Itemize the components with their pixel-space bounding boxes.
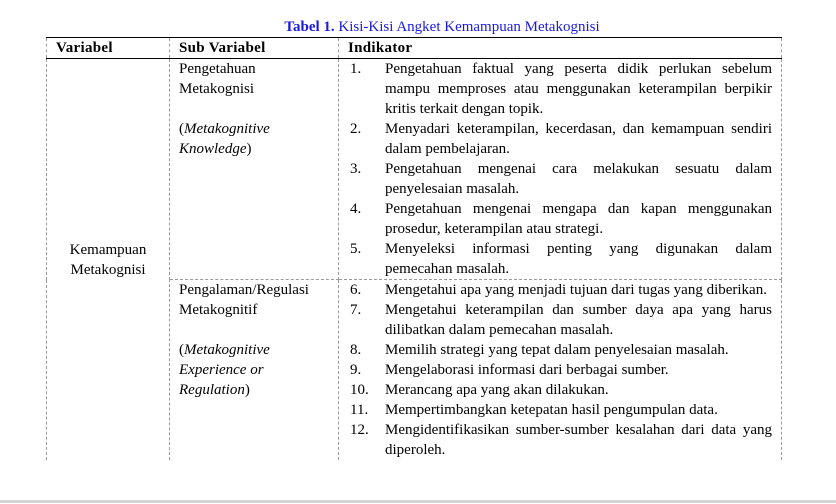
sub-variable-cell: [170, 59, 339, 280]
caption-label: Tabel 1.: [284, 19, 335, 35]
sub-variable-english: (Metakognitive Knowledge): [179, 121, 270, 157]
indicator-cell: [339, 59, 782, 280]
caption-text: Kisi-Kisi Angket Kemampuan Metakognisi: [338, 19, 600, 35]
indicator-item: 12. Mengidentifikasikan sumber-sumber kesalahan dari data yang diperoleh.: [350, 422, 772, 458]
table-caption: [0, 17, 836, 37]
indicator-item: 5. Menyeleksi informasi penting yang digunakan dalam pemecahan masalah.: [350, 241, 772, 277]
indicator-item: 7. Mengetahui keterampilan dan sumber daya apa yang harus dilibatkan dalam pemecahan masalah.: [350, 302, 772, 338]
sub-variable-name: Pengalaman/Regulasi Metakognitif: [179, 282, 309, 318]
sub-variable-name: Pengetahuan Metakognisi: [179, 61, 256, 97]
indicator-item: 6. Mengetahui apa yang menjadi tujuan dari tugas yang diberikan.: [350, 282, 767, 298]
indicator-item: 10. Merancang apa yang akan dilakukan.: [350, 382, 609, 398]
sub-variable-cell: [170, 280, 339, 461]
indicator-item: 3. Pengetahuan mengenai cara melakukan sesuatu dalam penyelesaian masalah.: [350, 161, 772, 197]
indicator-item: 4. Pengetahuan mengenai mengapa dan kapan menggunakan prosedur, keterampilan atau strategi.: [350, 201, 772, 237]
page-bottom-divider: [0, 500, 836, 503]
header-indikator: Indikator: [339, 38, 782, 59]
indicator-cell: [339, 280, 782, 461]
indicator-item: 9. Mengelaborasi informasi dari berbagai sumber.: [350, 362, 669, 378]
indicator-item: 11. Mempertimbangkan ketepatan hasil pengumpulan data.: [350, 402, 718, 418]
indicator-item: 2. Menyadari keterampilan, kecerdasan, dan kemampuan sendiri dalam pembelajaran.: [350, 121, 772, 157]
indicator-list: [348, 280, 781, 460]
variable-name: Kemampuan Metakognisi: [69, 241, 147, 278]
header-variabel: Variabel: [47, 38, 170, 59]
indicator-list: [348, 59, 781, 279]
sub-variable-english: (Metakognitive Experience or Regulation): [179, 342, 270, 398]
kisi-kisi-table: [46, 37, 782, 460]
table-row: [47, 59, 782, 280]
indicator-item: 1. Pengetahuan faktual yang peserta didik perlukan sebelum mampu memproses atau menggunakan keterampilan berpikir kritis terkait dengan topik.: [350, 61, 772, 117]
header-row: [47, 38, 782, 59]
indicator-item: 8. Memilih strategi yang tepat dalam penyelesaian masalah.: [350, 342, 729, 358]
header-sub-variabel: Sub Variabel: [170, 38, 339, 59]
variable-cell: [47, 59, 170, 461]
